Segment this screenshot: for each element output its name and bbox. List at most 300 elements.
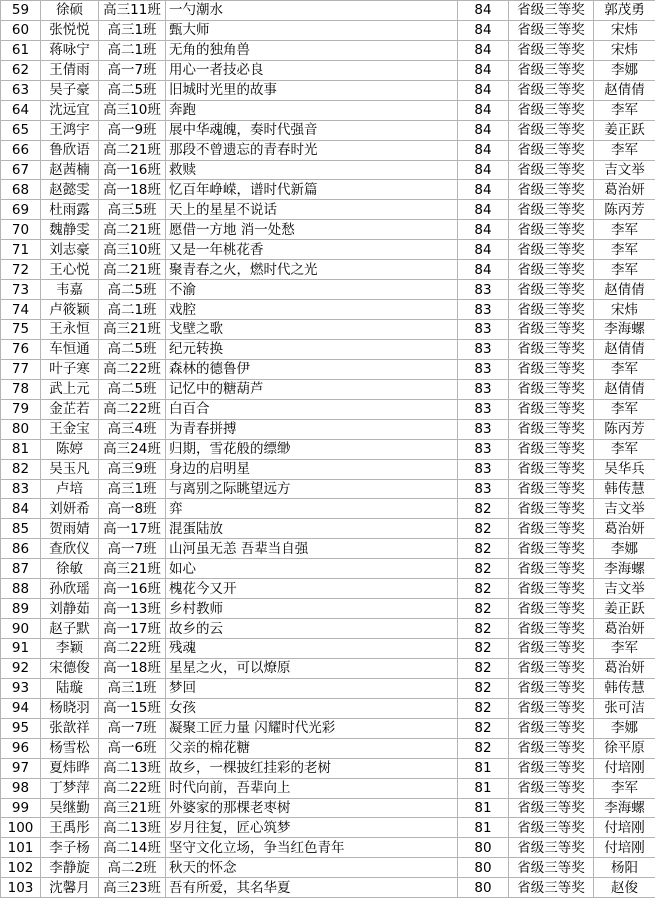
row-number-cell[interactable]: 103 [1, 878, 41, 898]
score-cell[interactable]: 83 [458, 280, 509, 300]
class-name-cell[interactable]: 高一7班 [99, 60, 166, 80]
award-level-cell[interactable]: 省级三等奖 [509, 479, 594, 499]
essay-title-cell[interactable]: 凝聚工匠力量 闪耀时代光彩 [166, 718, 458, 738]
award-level-cell[interactable]: 省级三等奖 [509, 320, 594, 340]
teacher-name-cell[interactable]: 赵俊 [594, 878, 655, 898]
award-level-cell[interactable]: 省级三等奖 [509, 678, 594, 698]
student-name-cell[interactable]: 魏静雯 [41, 220, 99, 240]
teacher-name-cell[interactable]: 付培刚 [594, 758, 655, 778]
score-cell[interactable]: 84 [458, 20, 509, 40]
student-name-cell[interactable]: 杜雨露 [41, 200, 99, 220]
score-cell[interactable]: 83 [458, 459, 509, 479]
student-name-cell[interactable]: 王倩雨 [41, 60, 99, 80]
essay-title-cell[interactable]: 展中华魂魄，奏时代强音 [166, 120, 458, 140]
student-name-cell[interactable]: 沈远宜 [41, 100, 99, 120]
class-name-cell[interactable]: 高一18班 [99, 658, 166, 678]
score-cell[interactable]: 84 [458, 120, 509, 140]
teacher-name-cell[interactable]: 葛治妍 [594, 180, 655, 200]
class-name-cell[interactable]: 高三23班 [99, 878, 166, 898]
essay-title-cell[interactable]: 山河虽无恙 吾辈当自强 [166, 539, 458, 559]
row-number-cell[interactable]: 81 [1, 439, 41, 459]
essay-title-cell[interactable]: 混蛋陆放 [166, 519, 458, 539]
score-cell[interactable]: 83 [458, 300, 509, 320]
student-name-cell[interactable]: 吴子豪 [41, 80, 99, 100]
row-number-cell[interactable]: 87 [1, 559, 41, 579]
score-cell[interactable]: 82 [458, 639, 509, 659]
score-cell[interactable]: 80 [458, 838, 509, 858]
score-cell[interactable]: 82 [458, 619, 509, 639]
essay-title-cell[interactable]: 记忆中的糖葫芦 [166, 379, 458, 399]
class-name-cell[interactable]: 高二21班 [99, 140, 166, 160]
score-cell[interactable]: 80 [458, 878, 509, 898]
student-name-cell[interactable]: 王永恒 [41, 320, 99, 340]
student-name-cell[interactable]: 刘志豪 [41, 240, 99, 260]
row-number-cell[interactable]: 69 [1, 200, 41, 220]
award-level-cell[interactable]: 省级三等奖 [509, 698, 594, 718]
award-level-cell[interactable]: 省级三等奖 [509, 519, 594, 539]
class-name-cell[interactable]: 高一7班 [99, 718, 166, 738]
student-name-cell[interactable]: 贺雨婧 [41, 519, 99, 539]
teacher-name-cell[interactable]: 李军 [594, 439, 655, 459]
student-name-cell[interactable]: 韦嘉 [41, 280, 99, 300]
score-cell[interactable]: 84 [458, 220, 509, 240]
essay-title-cell[interactable]: 吾有所爱，其名华夏 [166, 878, 458, 898]
row-number-cell[interactable]: 86 [1, 539, 41, 559]
award-level-cell[interactable]: 省级三等奖 [509, 778, 594, 798]
award-level-cell[interactable]: 省级三等奖 [509, 100, 594, 120]
essay-title-cell[interactable]: 戈壁之歌 [166, 320, 458, 340]
essay-title-cell[interactable]: 救赎 [166, 160, 458, 180]
class-name-cell[interactable]: 高二5班 [99, 280, 166, 300]
row-number-cell[interactable]: 67 [1, 160, 41, 180]
score-cell[interactable]: 83 [458, 339, 509, 359]
class-name-cell[interactable]: 高二21班 [99, 260, 166, 280]
score-cell[interactable]: 84 [458, 40, 509, 60]
score-cell[interactable]: 82 [458, 599, 509, 619]
essay-title-cell[interactable]: 时代向前，吾辈向上 [166, 778, 458, 798]
essay-title-cell[interactable]: 甄大师 [166, 20, 458, 40]
award-level-cell[interactable]: 省级三等奖 [509, 160, 594, 180]
score-cell[interactable]: 82 [458, 559, 509, 579]
award-level-cell[interactable]: 省级三等奖 [509, 718, 594, 738]
essay-title-cell[interactable]: 弈 [166, 499, 458, 519]
class-name-cell[interactable]: 高一13班 [99, 599, 166, 619]
essay-title-cell[interactable]: 为青春拼搏 [166, 419, 458, 439]
award-level-cell[interactable]: 省级三等奖 [509, 180, 594, 200]
award-level-cell[interactable]: 省级三等奖 [509, 260, 594, 280]
award-level-cell[interactable]: 省级三等奖 [509, 838, 594, 858]
teacher-name-cell[interactable]: 宋炜 [594, 300, 655, 320]
teacher-name-cell[interactable]: 葛治妍 [594, 619, 655, 639]
student-name-cell[interactable]: 王金宝 [41, 419, 99, 439]
student-name-cell[interactable]: 卢培 [41, 479, 99, 499]
student-name-cell[interactable]: 卢筱颖 [41, 300, 99, 320]
essay-title-cell[interactable]: 与离别之际眺望远方 [166, 479, 458, 499]
student-name-cell[interactable]: 徐硕 [41, 1, 99, 21]
score-cell[interactable]: 84 [458, 260, 509, 280]
award-level-cell[interactable]: 省级三等奖 [509, 399, 594, 419]
teacher-name-cell[interactable]: 李娜 [594, 539, 655, 559]
award-level-cell[interactable]: 省级三等奖 [509, 280, 594, 300]
score-cell[interactable]: 83 [458, 479, 509, 499]
award-level-cell[interactable]: 省级三等奖 [509, 499, 594, 519]
class-name-cell[interactable]: 高二5班 [99, 339, 166, 359]
essay-title-cell[interactable]: 如心 [166, 559, 458, 579]
teacher-name-cell[interactable]: 吉文举 [594, 160, 655, 180]
teacher-name-cell[interactable]: 杨阳 [594, 858, 655, 878]
row-number-cell[interactable]: 59 [1, 1, 41, 21]
award-level-cell[interactable]: 省级三等奖 [509, 379, 594, 399]
class-name-cell[interactable]: 高一17班 [99, 519, 166, 539]
score-cell[interactable]: 83 [458, 439, 509, 459]
essay-title-cell[interactable]: 槐花今又开 [166, 579, 458, 599]
essay-title-cell[interactable]: 故乡的云 [166, 619, 458, 639]
class-name-cell[interactable]: 高三4班 [99, 419, 166, 439]
class-name-cell[interactable]: 高三10班 [99, 100, 166, 120]
student-name-cell[interactable]: 陆璇 [41, 678, 99, 698]
teacher-name-cell[interactable]: 李海螺 [594, 559, 655, 579]
teacher-name-cell[interactable]: 赵倩倩 [594, 280, 655, 300]
student-name-cell[interactable]: 查欣仪 [41, 539, 99, 559]
essay-title-cell[interactable]: 秋天的怀念 [166, 858, 458, 878]
essay-title-cell[interactable]: 一勺潮水 [166, 1, 458, 21]
award-level-cell[interactable]: 省级三等奖 [509, 798, 594, 818]
award-level-cell[interactable]: 省级三等奖 [509, 858, 594, 878]
class-name-cell[interactable]: 高一7班 [99, 539, 166, 559]
row-number-cell[interactable]: 73 [1, 280, 41, 300]
class-name-cell[interactable]: 高二2班 [99, 858, 166, 878]
award-level-cell[interactable]: 省级三等奖 [509, 120, 594, 140]
row-number-cell[interactable]: 90 [1, 619, 41, 639]
essay-title-cell[interactable]: 梦回 [166, 678, 458, 698]
student-name-cell[interactable]: 赵懿雯 [41, 180, 99, 200]
teacher-name-cell[interactable]: 李娜 [594, 60, 655, 80]
score-cell[interactable]: 84 [458, 140, 509, 160]
score-cell[interactable]: 84 [458, 80, 509, 100]
student-name-cell[interactable]: 金芷若 [41, 399, 99, 419]
essay-title-cell[interactable]: 乡村教师 [166, 599, 458, 619]
essay-title-cell[interactable]: 愿借一方地 消一处愁 [166, 220, 458, 240]
class-name-cell[interactable]: 高一15班 [99, 698, 166, 718]
row-number-cell[interactable]: 94 [1, 698, 41, 718]
class-name-cell[interactable]: 高二5班 [99, 379, 166, 399]
award-level-cell[interactable]: 省级三等奖 [509, 339, 594, 359]
essay-title-cell[interactable]: 故乡，一棵披红挂彩的老树 [166, 758, 458, 778]
essay-title-cell[interactable]: 白百合 [166, 399, 458, 419]
award-level-cell[interactable]: 省级三等奖 [509, 60, 594, 80]
class-name-cell[interactable]: 高一16班 [99, 579, 166, 599]
score-cell[interactable]: 81 [458, 778, 509, 798]
row-number-cell[interactable]: 71 [1, 240, 41, 260]
row-number-cell[interactable]: 61 [1, 40, 41, 60]
essay-title-cell[interactable]: 纪元转换 [166, 339, 458, 359]
teacher-name-cell[interactable]: 吉文举 [594, 579, 655, 599]
essay-title-cell[interactable]: 残魂 [166, 639, 458, 659]
class-name-cell[interactable]: 高二21班 [99, 220, 166, 240]
essay-title-cell[interactable]: 星星之火，可以燎原 [166, 658, 458, 678]
class-name-cell[interactable]: 高三5班 [99, 200, 166, 220]
student-name-cell[interactable]: 武上元 [41, 379, 99, 399]
award-level-cell[interactable]: 省级三等奖 [509, 579, 594, 599]
teacher-name-cell[interactable]: 姜正跃 [594, 599, 655, 619]
teacher-name-cell[interactable]: 赵倩倩 [594, 339, 655, 359]
row-number-cell[interactable]: 78 [1, 379, 41, 399]
class-name-cell[interactable]: 高三21班 [99, 320, 166, 340]
row-number-cell[interactable]: 64 [1, 100, 41, 120]
essay-title-cell[interactable]: 戏腔 [166, 300, 458, 320]
award-level-cell[interactable]: 省级三等奖 [509, 758, 594, 778]
award-level-cell[interactable]: 省级三等奖 [509, 1, 594, 21]
student-name-cell[interactable]: 刘妍希 [41, 499, 99, 519]
class-name-cell[interactable]: 高三10班 [99, 240, 166, 260]
essay-title-cell[interactable]: 不渝 [166, 280, 458, 300]
class-name-cell[interactable]: 高三1班 [99, 479, 166, 499]
essay-title-cell[interactable]: 无角的独角兽 [166, 40, 458, 60]
score-cell[interactable]: 83 [458, 359, 509, 379]
class-name-cell[interactable]: 高三1班 [99, 20, 166, 40]
row-number-cell[interactable]: 88 [1, 579, 41, 599]
essay-title-cell[interactable]: 父亲的棉花糖 [166, 738, 458, 758]
score-cell[interactable]: 84 [458, 160, 509, 180]
class-name-cell[interactable]: 高一6班 [99, 738, 166, 758]
essay-title-cell[interactable]: 岁月往复，匠心筑梦 [166, 818, 458, 838]
teacher-name-cell[interactable]: 李娜 [594, 718, 655, 738]
class-name-cell[interactable]: 高三21班 [99, 798, 166, 818]
teacher-name-cell[interactable]: 葛治妍 [594, 519, 655, 539]
row-number-cell[interactable]: 72 [1, 260, 41, 280]
class-name-cell[interactable]: 高一8班 [99, 499, 166, 519]
student-name-cell[interactable]: 王禹彤 [41, 818, 99, 838]
teacher-name-cell[interactable]: 吉文举 [594, 499, 655, 519]
row-number-cell[interactable]: 89 [1, 599, 41, 619]
teacher-name-cell[interactable]: 姜正跃 [594, 120, 655, 140]
score-cell[interactable]: 82 [458, 658, 509, 678]
score-cell[interactable]: 82 [458, 499, 509, 519]
score-cell[interactable]: 83 [458, 399, 509, 419]
award-level-cell[interactable]: 省级三等奖 [509, 658, 594, 678]
score-cell[interactable]: 82 [458, 539, 509, 559]
teacher-name-cell[interactable]: 郭茂勇 [594, 1, 655, 21]
student-name-cell[interactable]: 吴玉凡 [41, 459, 99, 479]
student-name-cell[interactable]: 杨晓羽 [41, 698, 99, 718]
essay-title-cell[interactable]: 女孩 [166, 698, 458, 718]
row-number-cell[interactable]: 60 [1, 20, 41, 40]
teacher-name-cell[interactable]: 李军 [594, 220, 655, 240]
score-cell[interactable]: 82 [458, 519, 509, 539]
teacher-name-cell[interactable]: 李海螺 [594, 798, 655, 818]
student-name-cell[interactable]: 王心悦 [41, 260, 99, 280]
essay-title-cell[interactable]: 外婆家的那棵老枣树 [166, 798, 458, 818]
teacher-name-cell[interactable]: 葛治妍 [594, 658, 655, 678]
award-level-cell[interactable]: 省级三等奖 [509, 439, 594, 459]
teacher-name-cell[interactable]: 徐平原 [594, 738, 655, 758]
teacher-name-cell[interactable]: 陈丙芳 [594, 419, 655, 439]
class-name-cell[interactable]: 高三11班 [99, 1, 166, 21]
award-level-cell[interactable]: 省级三等奖 [509, 459, 594, 479]
class-name-cell[interactable]: 高二22班 [99, 639, 166, 659]
essay-title-cell[interactable]: 聚青春之火，燃时代之光 [166, 260, 458, 280]
award-level-cell[interactable]: 省级三等奖 [509, 619, 594, 639]
award-level-cell[interactable]: 省级三等奖 [509, 200, 594, 220]
teacher-name-cell[interactable]: 赵倩倩 [594, 379, 655, 399]
class-name-cell[interactable]: 高二22班 [99, 359, 166, 379]
essay-title-cell[interactable]: 用心一者技必良 [166, 60, 458, 80]
score-cell[interactable]: 80 [458, 858, 509, 878]
row-number-cell[interactable]: 74 [1, 300, 41, 320]
teacher-name-cell[interactable]: 李海螺 [594, 320, 655, 340]
row-number-cell[interactable]: 83 [1, 479, 41, 499]
student-name-cell[interactable]: 王鸿宇 [41, 120, 99, 140]
row-number-cell[interactable]: 75 [1, 320, 41, 340]
class-name-cell[interactable]: 高二14班 [99, 838, 166, 858]
award-level-cell[interactable]: 省级三等奖 [509, 599, 594, 619]
student-name-cell[interactable]: 叶子寒 [41, 359, 99, 379]
row-number-cell[interactable]: 91 [1, 639, 41, 659]
teacher-name-cell[interactable]: 李军 [594, 359, 655, 379]
essay-title-cell[interactable]: 那段不曾遗忘的青春时光 [166, 140, 458, 160]
score-cell[interactable]: 82 [458, 738, 509, 758]
teacher-name-cell[interactable]: 付培刚 [594, 818, 655, 838]
teacher-name-cell[interactable]: 宋炜 [594, 20, 655, 40]
row-number-cell[interactable]: 70 [1, 220, 41, 240]
award-level-cell[interactable]: 省级三等奖 [509, 20, 594, 40]
class-name-cell[interactable]: 高二1班 [99, 40, 166, 60]
row-number-cell[interactable]: 84 [1, 499, 41, 519]
award-level-cell[interactable]: 省级三等奖 [509, 40, 594, 60]
award-level-cell[interactable]: 省级三等奖 [509, 419, 594, 439]
essay-title-cell[interactable]: 归期，雪花般的缥缈 [166, 439, 458, 459]
student-name-cell[interactable]: 徐敏 [41, 559, 99, 579]
student-name-cell[interactable]: 杨雪松 [41, 738, 99, 758]
score-cell[interactable]: 84 [458, 1, 509, 21]
essay-title-cell[interactable]: 天上的星星不说话 [166, 200, 458, 220]
teacher-name-cell[interactable]: 李军 [594, 260, 655, 280]
class-name-cell[interactable]: 高一18班 [99, 180, 166, 200]
student-name-cell[interactable]: 夏炜晔 [41, 758, 99, 778]
teacher-name-cell[interactable]: 陈丙芳 [594, 200, 655, 220]
award-level-cell[interactable]: 省级三等奖 [509, 818, 594, 838]
student-name-cell[interactable]: 吴继勤 [41, 798, 99, 818]
row-number-cell[interactable]: 101 [1, 838, 41, 858]
student-name-cell[interactable]: 张歆祥 [41, 718, 99, 738]
score-cell[interactable]: 81 [458, 818, 509, 838]
teacher-name-cell[interactable]: 李军 [594, 240, 655, 260]
student-name-cell[interactable]: 蒋咏宁 [41, 40, 99, 60]
teacher-name-cell[interactable]: 赵倩倩 [594, 80, 655, 100]
score-cell[interactable]: 81 [458, 758, 509, 778]
row-number-cell[interactable]: 97 [1, 758, 41, 778]
teacher-name-cell[interactable]: 付培刚 [594, 838, 655, 858]
row-number-cell[interactable]: 63 [1, 80, 41, 100]
teacher-name-cell[interactable]: 宋炜 [594, 40, 655, 60]
student-name-cell[interactable]: 刘静茹 [41, 599, 99, 619]
row-number-cell[interactable]: 93 [1, 678, 41, 698]
score-cell[interactable]: 81 [458, 798, 509, 818]
student-name-cell[interactable]: 孙欣瑶 [41, 579, 99, 599]
award-level-cell[interactable]: 省级三等奖 [509, 300, 594, 320]
student-name-cell[interactable]: 赵茜楠 [41, 160, 99, 180]
award-level-cell[interactable]: 省级三等奖 [509, 240, 594, 260]
score-cell[interactable]: 84 [458, 200, 509, 220]
award-level-cell[interactable]: 省级三等奖 [509, 878, 594, 898]
row-number-cell[interactable]: 95 [1, 718, 41, 738]
class-name-cell[interactable]: 高二1班 [99, 300, 166, 320]
row-number-cell[interactable]: 66 [1, 140, 41, 160]
row-number-cell[interactable]: 100 [1, 818, 41, 838]
teacher-name-cell[interactable]: 吴华兵 [594, 459, 655, 479]
score-cell[interactable]: 82 [458, 698, 509, 718]
row-number-cell[interactable]: 102 [1, 858, 41, 878]
award-level-cell[interactable]: 省级三等奖 [509, 559, 594, 579]
class-name-cell[interactable]: 高二13班 [99, 818, 166, 838]
essay-title-cell[interactable]: 森林的德鲁伊 [166, 359, 458, 379]
essay-title-cell[interactable]: 坚守文化立场，争当红色青年 [166, 838, 458, 858]
row-number-cell[interactable]: 76 [1, 339, 41, 359]
award-level-cell[interactable]: 省级三等奖 [509, 359, 594, 379]
row-number-cell[interactable]: 82 [1, 459, 41, 479]
teacher-name-cell[interactable]: 李军 [594, 778, 655, 798]
row-number-cell[interactable]: 68 [1, 180, 41, 200]
row-number-cell[interactable]: 80 [1, 419, 41, 439]
score-cell[interactable]: 84 [458, 180, 509, 200]
teacher-name-cell[interactable]: 李军 [594, 639, 655, 659]
row-number-cell[interactable]: 85 [1, 519, 41, 539]
award-level-cell[interactable]: 省级三等奖 [509, 140, 594, 160]
score-cell[interactable]: 83 [458, 320, 509, 340]
award-level-cell[interactable]: 省级三等奖 [509, 539, 594, 559]
student-name-cell[interactable]: 张悦悦 [41, 20, 99, 40]
class-name-cell[interactable]: 高一9班 [99, 120, 166, 140]
teacher-name-cell[interactable]: 韩传慧 [594, 479, 655, 499]
score-cell[interactable]: 84 [458, 60, 509, 80]
teacher-name-cell[interactable]: 李军 [594, 140, 655, 160]
student-name-cell[interactable]: 赵子默 [41, 619, 99, 639]
essay-title-cell[interactable]: 忆百年峥嵘，谱时代新篇 [166, 180, 458, 200]
teacher-name-cell[interactable]: 李军 [594, 399, 655, 419]
score-cell[interactable]: 84 [458, 100, 509, 120]
award-level-cell[interactable]: 省级三等奖 [509, 80, 594, 100]
teacher-name-cell[interactable]: 张可洁 [594, 698, 655, 718]
class-name-cell[interactable]: 高三1班 [99, 678, 166, 698]
student-name-cell[interactable]: 宋德俊 [41, 658, 99, 678]
award-level-cell[interactable]: 省级三等奖 [509, 738, 594, 758]
student-name-cell[interactable]: 李静旋 [41, 858, 99, 878]
score-cell[interactable]: 83 [458, 419, 509, 439]
student-name-cell[interactable]: 沈馨月 [41, 878, 99, 898]
class-name-cell[interactable]: 高三21班 [99, 559, 166, 579]
award-level-cell[interactable]: 省级三等奖 [509, 220, 594, 240]
row-number-cell[interactable]: 92 [1, 658, 41, 678]
row-number-cell[interactable]: 62 [1, 60, 41, 80]
score-cell[interactable]: 82 [458, 718, 509, 738]
essay-title-cell[interactable]: 身边的启明星 [166, 459, 458, 479]
row-number-cell[interactable]: 77 [1, 359, 41, 379]
row-number-cell[interactable]: 96 [1, 738, 41, 758]
essay-title-cell[interactable]: 又是一年桃花香 [166, 240, 458, 260]
score-cell[interactable]: 82 [458, 678, 509, 698]
class-name-cell[interactable]: 高二5班 [99, 80, 166, 100]
score-cell[interactable]: 83 [458, 379, 509, 399]
student-name-cell[interactable]: 车恒通 [41, 339, 99, 359]
class-name-cell[interactable]: 高一16班 [99, 160, 166, 180]
student-name-cell[interactable]: 丁梦萍 [41, 778, 99, 798]
class-name-cell[interactable]: 高三9班 [99, 459, 166, 479]
essay-title-cell[interactable]: 旧城时光里的故事 [166, 80, 458, 100]
row-number-cell[interactable]: 99 [1, 798, 41, 818]
student-name-cell[interactable]: 李颖 [41, 639, 99, 659]
class-name-cell[interactable]: 高三24班 [99, 439, 166, 459]
student-name-cell[interactable]: 鲁欣语 [41, 140, 99, 160]
